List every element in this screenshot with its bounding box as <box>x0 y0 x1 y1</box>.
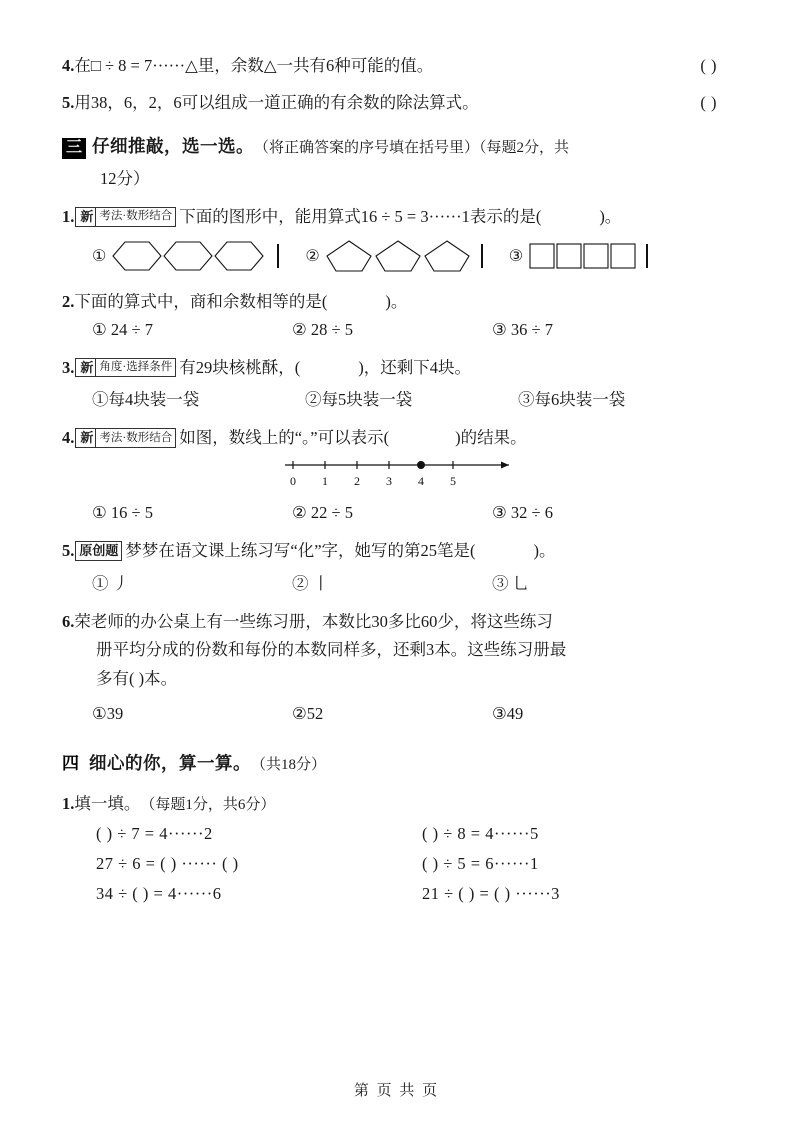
tag-bold: 新 <box>79 359 96 377</box>
fill-left[interactable]: 27 ÷ 6 = ( ) ······ ( ) <box>96 853 239 873</box>
shape-row <box>92 238 731 274</box>
section-subtitle: （将正确答案的序号填在括号里）（每题2分，共 <box>254 140 570 156</box>
question-text: 有29块核桃酥，( <box>179 357 301 377</box>
svg-text:2: 2 <box>353 474 360 489</box>
question-text: 梦梦在语文课上练习写“化”字，她写的第25笔是( <box>125 541 476 561</box>
option-item[interactable]: ③49 <box>492 704 524 724</box>
question-tag: 原创题 <box>75 541 122 561</box>
fill-row <box>96 854 731 874</box>
svg-text:4: 4 <box>417 474 424 489</box>
section-title: 细心的你，算一算。 <box>89 753 251 774</box>
question-3 <box>62 354 731 379</box>
truefalse-item <box>62 89 731 113</box>
options-row <box>92 570 731 594</box>
question-tail: )，还剩下4块。 <box>358 357 471 377</box>
squares-icon <box>529 240 641 272</box>
svg-text:1: 1 <box>321 474 328 489</box>
svg-text:3: 3 <box>385 474 392 489</box>
tag-bold: 新 <box>79 429 96 447</box>
question-text: 如图，数线上的“。”可以表示( <box>179 428 390 448</box>
tag-text: 角度·选择条件 <box>99 360 173 373</box>
item-index: 5. <box>62 93 75 112</box>
svg-text:5: 5 <box>449 474 456 489</box>
question-tag <box>75 207 176 227</box>
options-row <box>92 503 731 523</box>
option-item[interactable]: ②52 <box>292 704 324 724</box>
item-index: 6. <box>62 611 75 631</box>
question-tag <box>75 428 176 448</box>
options-row <box>92 704 731 724</box>
svg-text:0: 0 <box>289 474 296 489</box>
question-text: 填一填。 <box>74 793 141 813</box>
remainder-bar <box>481 244 483 268</box>
item-index: 4. <box>62 56 75 75</box>
section-heading-3 <box>62 133 731 159</box>
question-tail: )。 <box>533 541 556 561</box>
shape-option-2[interactable] <box>305 238 482 274</box>
option-item[interactable]: ②每5块装一袋 <box>305 390 413 410</box>
section-heading-4 <box>62 750 731 776</box>
question-6 <box>62 608 731 695</box>
pentagons-icon <box>326 238 476 274</box>
section-title: 仔细推敲，选一选。 <box>92 136 255 156</box>
question-2 <box>62 288 731 312</box>
fill-row <box>96 884 731 904</box>
option-item[interactable]: ①每4块装一袋 <box>92 390 200 410</box>
tag-text: 考法·数形结合 <box>99 431 173 444</box>
shape-option-1[interactable] <box>92 238 279 274</box>
number-line <box>62 455 731 495</box>
item-index: 2. <box>62 291 75 311</box>
option-item[interactable]: ① 丿 <box>92 573 130 593</box>
question-subtitle: （每题1分，共6分） <box>140 796 276 813</box>
option-marker: ② <box>305 247 320 265</box>
question-5 <box>62 537 731 562</box>
fill-right[interactable]: ( ) ÷ 8 = 4······5 <box>422 823 539 843</box>
item-text: 用38，6，2，6可以组成一道正确的有余数的除法算式。 <box>74 93 479 112</box>
section-subtitle: （共18分） <box>251 757 327 774</box>
question-tail: )。 <box>599 207 622 227</box>
option-item[interactable]: ② 22 ÷ 5 <box>292 503 353 523</box>
question-text-line2: 册平均分成的份数和每份的本数同样多，还剩3本。这些练习册最 <box>96 640 567 660</box>
fill-right[interactable]: ( ) ÷ 5 = 6······1 <box>422 853 539 873</box>
truefalse-item <box>62 52 731 76</box>
option-item[interactable]: ③ 32 ÷ 6 <box>492 503 553 523</box>
fill-left[interactable]: ( ) ÷ 7 = 4······2 <box>96 823 213 843</box>
hexagons-icon <box>112 238 272 274</box>
option-item[interactable]: ③每6块装一袋 <box>518 390 626 410</box>
tag-text: 考法·数形结合 <box>99 210 173 223</box>
question-text: 下面的算式中，商和余数相等的是( <box>74 291 328 311</box>
options-row <box>92 320 731 340</box>
question-text-line1: 荣老师的办公桌上有一些练习册，本数比30多比60少，将这些练习 <box>74 611 553 631</box>
option-item[interactable]: ② 28 ÷ 5 <box>292 319 353 339</box>
page-footer: 第 页 共 页 <box>353 1083 440 1099</box>
question-1 <box>62 203 731 228</box>
remainder-bar <box>277 244 279 268</box>
item-text: 在□ ÷ 8 = 7······△里，余数△一共有6种可能的值。 <box>74 56 434 75</box>
question-text-line3: 多有( )本。 <box>96 669 178 689</box>
question-tag <box>75 358 176 378</box>
option-item[interactable]: ③ 36 ÷ 7 <box>492 319 553 339</box>
fill-left[interactable]: 34 ÷ ( ) = 4······6 <box>96 883 222 903</box>
number-line-icon <box>277 455 517 495</box>
question-text: 下面的图形中，能用算式16 ÷ 5 = 3······1表示的是( <box>179 207 542 227</box>
option-marker: ① <box>92 247 107 265</box>
option-item[interactable]: ①39 <box>92 704 124 724</box>
options-row <box>92 386 731 410</box>
item-index: 4. <box>62 428 75 448</box>
question-4 <box>62 424 731 449</box>
option-item[interactable]: ③ 乚 <box>492 573 530 593</box>
fill-row <box>96 824 731 844</box>
question-tail: )的结果。 <box>455 428 527 448</box>
answer-blank[interactable]: ( ) <box>700 56 717 75</box>
option-marker: ③ <box>508 247 524 265</box>
section-subtitle-cont: 12分） <box>100 169 150 189</box>
item-index: 5. <box>62 541 75 561</box>
item-index: 1. <box>62 793 75 813</box>
item-index: 1. <box>62 207 75 227</box>
fill-right[interactable]: 21 ÷ ( ) = ( ) ······3 <box>422 883 560 903</box>
tag-bold: 新 <box>79 208 96 226</box>
answer-blank[interactable]: ( ) <box>700 93 717 112</box>
question-tail: )。 <box>385 291 408 311</box>
section-number: 三 <box>62 138 86 159</box>
question-fill-in <box>62 790 731 814</box>
option-item[interactable]: ② 丨 <box>292 573 330 593</box>
option-item[interactable]: ① 24 ÷ 7 <box>92 319 153 339</box>
shape-option-3[interactable] <box>509 240 648 272</box>
item-index: 3. <box>62 357 75 377</box>
section-number: 四 <box>62 754 79 774</box>
remainder-bar <box>646 244 648 268</box>
option-item[interactable]: ① 16 ÷ 5 <box>92 503 153 523</box>
